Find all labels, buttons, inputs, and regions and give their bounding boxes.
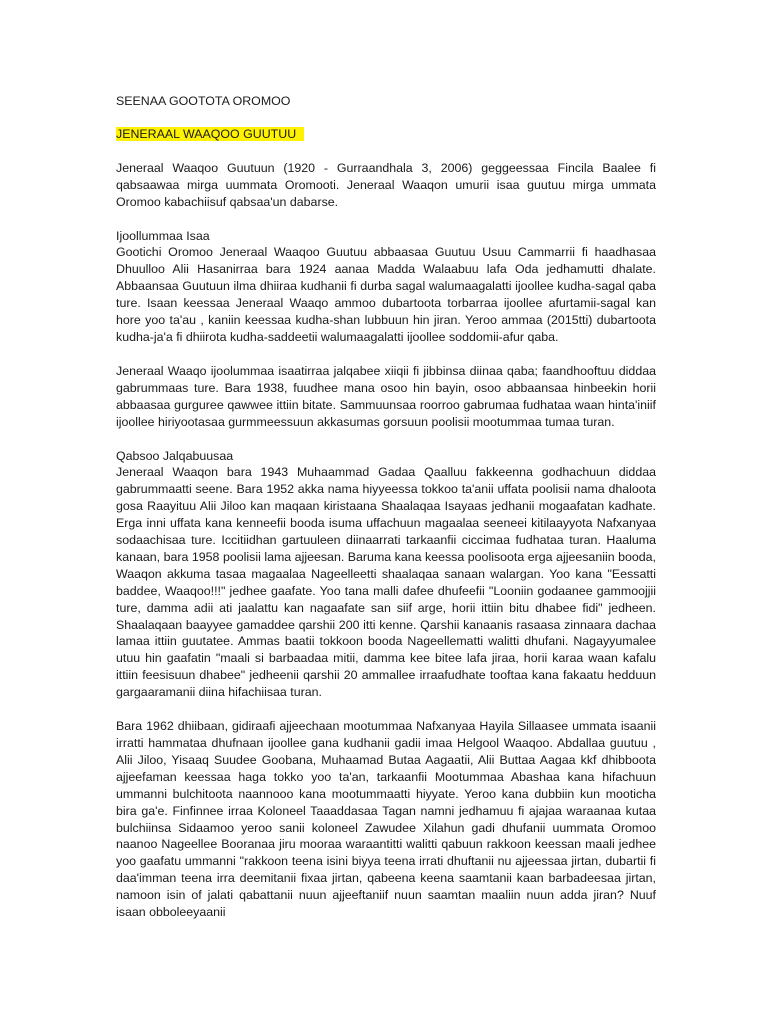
subtitle-block (116, 126, 656, 143)
document-page (116, 93, 656, 938)
childhood-paragraph-1: Gootichi Oromoo Jeneraal Waaqoo Guutuu abbaasaa Guutuu Usuu Cammarrii fi haadhasaa Dhuulloo Alii Hasanirraa bara 1924 aanaa Madda Walaabuu lafa Oda jedhamutti dhalate. Abbaansaa Guutuun ilma dhiiraa kudhanii fi durba sagal walumaagalatti ijoollee kudha-sagal qaba ture. Isaan keessaa Jeneraal Waaqo ammoo dubartoota torbarraa ijoollee afurtamii-sagal kan hore yoo ta'au , kaniin keessaa kudha-shan lubbuun hin jiran. Yeroo ammaa (2015tti) dubartoota kudha-ja'a fi dhiirota kudha-saddeetii walumaagalatti ijoollee soddomii-afur qaba. (116, 245, 656, 344)
childhood-paragraph-2: Jeneraal Waaqo ijoolummaa isaatirraa jalqabee xiiqii fi jibbinsa diinaa qaba; faandhooftuu diddaa gabrummaas ture. Bara 1938, fuudhee mana osoo hin bayin, osoo abbaansaa hinbeekin horii abbaasaa gurguree qawwee ittiin bitate. Sammuunsaa roorroo gabrumaa fudhataa waan hinta'iniif ijoollee hiriyootasaa gurmmeessuun akkasumas gorsuun poolisii mootummaa tumaa turan. (116, 363, 656, 429)
struggle-paragraph-2: Bara 1962 dhiibaan, gidiraafi ajjeechaan mootummaa Nafxanyaa Hayila Sillaasee ummata isaanii irratti hammataa dhufnaan ijoollee gana kudhanii gadii imaa Helgool Waaqoo. Abdallaa guutuu , Alii Jiloo, Yisaaq Suudee Goobana, Muhaamad Butaa Aagaatii, Alii Buttaa Aagaa kkf dhibboota ajjeefaman keessaa haga tokko yoo ta'an, tarkaanfii Mootummaa Abashaa kana hifachuun ummanni bulchitoota naannooo kana mootummaatti hiyyate. Yeroo kana dubbiin kun mooticha bira ga'e. Finfinnee irraa Koloneel Taaaddasaa Tagan namni jedhamuu fi ajajaa waraanaa kutaa bulchiinsa Sidaamoo yeroo sanii koloneel Zawudee Xilahun gadi dhufanii uummata Oromoo naanoo Nageellee Booranaa jiru mooraa waraantitti walitti qabuun rakkoon keessan maali jedhee yoo gaafatu ummanni "rakkoon teena isini biyya teena irrati dhuftanii nu ajjeessaa jirtan, dubartii fi daa'imman teena irra deemitanii fixaa jirtan, qabeena keena saamtanii kaan barbadeesaa jirtan, namoon isin of jalati qabattanii nuun ajjeeftaniif nuun saamtan maaliin nuun adda jiran? Nuuf isaan obboleeyaanii (116, 719, 656, 920)
section-heading-childhood: Ijoollummaa Isaa (116, 228, 210, 243)
document-title: SEENAA GOOTOTA OROMOO (116, 94, 291, 108)
document-subtitle-highlighted: JENERAAL WAAQOO GUUTUU (116, 127, 304, 141)
section-heading-struggle: Qabsoo Jalqabuusaa (116, 448, 234, 463)
struggle-paragraph-1: Jeneraal Waaqon bara 1943 Muhaammad Gadaa Qaalluu fakkeenna godhachuun diddaa gabrummaatti seene. Bara 1952 akka nama hiyyeessa tokkoo ta'anii uffata poolisii nama dhaloota gosa Raayituu Alii Jiloo kan maqaan kiristaana Shaalaqaa Isayaas jedhanii mogaafatan kadhate. Erga inni uffata kana kenneefii booda isuma uffachuun magaalaa seeneei kitilaayyota Nafxanyaa sodaachisaa ture. Iccitiidhan gartuuleen diinaarrati tarkaanfii ciccimaa fudhataa turan. Haaluma kanaan, bara 1958 poolisii lama ajjeesan. Baruma kana keessa poolisoota erga ajjeesaniin booda, Waaqon akkuma tasaa magaalaa Nageelleetti shaalaqaa sanaan walargan. Yoo kana "Eessatti baddee, Waaqoo!!!" jedhee gaafate. Yoo tana malli dafee dhufeefii "Looniin godaanee gammoojjii ture, damma adii ati jaalattu kan nagaafate san siif arge, horii ittiin bitu dhabee fidi" jedheen. Shaalaqaan baayyee gamaddee qarshii 200 itti kenne. Qarshii kanaanis rasaasa zinnaara dachaa lamaa ittiin guutatee. Ammas baatii tokkoon booda Nageellematti walitti dhufani. Nagayyumalee utuu hin gaafatin "maali si barbaadaa mitii, damma kee bitee lafa jiraa, horii karaa waan kafalu ittiin feesisuun dhabee" jedheenii qarshii 20 ammallee irraafudhate tooftaa kana fakaatu hedduun gargaaramanii diina hifachiisaa turan. (116, 465, 656, 700)
intro-paragraph: Jeneraal Waaqoo Guutuun (1920 - Gurraandhala 3, 2006) geggeessaa Fincila Baalee fi qabsaawaa mirga uummata Oromooti. Jeneraal Waaqon umurii isaa guutuu mirga ummata Oromoo kabachiisuf qabsaa'un dabarse. (116, 160, 656, 209)
